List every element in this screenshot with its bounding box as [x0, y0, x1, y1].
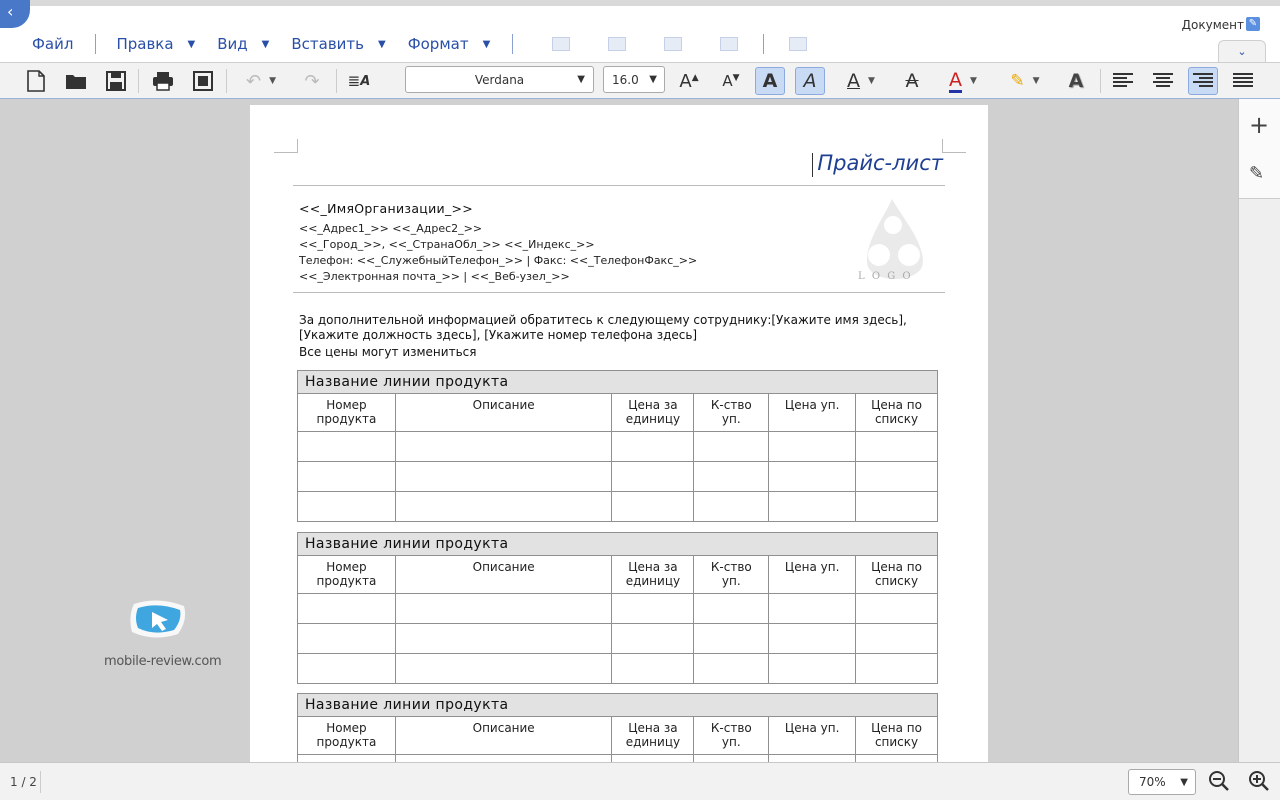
- align-right-icon: [1192, 72, 1214, 90]
- column-header: Номер продукта: [298, 717, 396, 755]
- side-panel-tabs: [1239, 99, 1280, 199]
- chevron-down-icon: ▼: [269, 76, 276, 86]
- font-size-select[interactable]: [603, 66, 665, 93]
- collapse-toolbar-button[interactable]: [1218, 40, 1266, 62]
- table-row[interactable]: [298, 654, 938, 684]
- status-separator: [40, 771, 41, 793]
- main-menu: [32, 32, 826, 56]
- logo-placeholder[interactable]: [854, 197, 938, 287]
- chevron-left-icon: ‹: [7, 2, 14, 21]
- page-counter: 1 / 2: [10, 775, 37, 789]
- chevron-down-icon: ▼: [970, 76, 977, 86]
- column-header: Цена по списку: [856, 394, 938, 432]
- product-line-title[interactable]: Название линии продукта: [298, 694, 938, 717]
- watermark-logo-icon: [128, 598, 188, 640]
- justify-icon: [1232, 72, 1254, 90]
- chevron-down-icon: ⌄: [1237, 45, 1247, 58]
- table-row[interactable]: [298, 624, 938, 654]
- zoom-select[interactable]: [1128, 769, 1196, 795]
- column-header: К-ство уп.: [694, 394, 769, 432]
- italic-button[interactable]: [795, 67, 825, 95]
- status-bar: [0, 762, 1280, 800]
- column-header: Цена за единицу: [612, 717, 694, 755]
- product-line-title[interactable]: Название линии продукта: [298, 533, 938, 556]
- column-header: К-ство уп.: [694, 717, 769, 755]
- column-header: Цена по списку: [856, 717, 938, 755]
- decrease-font-button[interactable]: [716, 67, 746, 95]
- column-header: Цена за единицу: [612, 556, 694, 594]
- document-title[interactable]: Прайс-лист: [817, 151, 943, 175]
- chart-icon: [608, 37, 626, 51]
- font-shrink-icon: A▼: [722, 72, 740, 90]
- chevron-down-icon: ▼: [482, 38, 491, 50]
- highlighter-icon: ✎: [1010, 71, 1025, 91]
- prices-note[interactable]: Все цены могут измениться: [299, 345, 477, 359]
- styles-button[interactable]: [344, 67, 374, 95]
- table-row[interactable]: [298, 462, 938, 492]
- menu-file[interactable]: [32, 35, 73, 53]
- menu-edit-label: Правка: [116, 35, 174, 53]
- new-document-icon: [27, 70, 45, 92]
- toolbar-separator: [138, 69, 139, 93]
- contact-info-line[interactable]: [Укажите должность здесь], [Укажите номер телефона здесь]: [299, 328, 698, 342]
- page-view-button[interactable]: [189, 67, 217, 95]
- print-button[interactable]: [148, 67, 178, 95]
- address-line[interactable]: <<_Адрес1_>> <<_Адрес2_>>: [299, 222, 483, 235]
- menu-separator: [512, 34, 513, 54]
- contact-info-line[interactable]: За дополнительной информацией обратитесь к следующему сотруднику:[Укажите имя здесь],: [299, 313, 907, 327]
- org-name-field[interactable]: <<_ИмяОрганизации_>>: [299, 201, 474, 216]
- table-row[interactable]: [298, 594, 938, 624]
- margin-corner-mark: [274, 139, 298, 153]
- menu-bar: [0, 0, 1280, 62]
- menu-file-label: Файл: [32, 35, 74, 53]
- undo-button[interactable]: [238, 67, 284, 95]
- column-header: Описание: [395, 394, 612, 432]
- increase-font-button[interactable]: [674, 67, 704, 95]
- bold-button[interactable]: [755, 67, 785, 95]
- column-header: Описание: [395, 556, 612, 594]
- table-icon: [552, 37, 570, 51]
- logo-label: L O G O: [858, 271, 913, 282]
- strikethrough-button[interactable]: [897, 67, 927, 95]
- zoom-value: 70%: [1139, 775, 1166, 789]
- document-page[interactable]: [250, 105, 988, 763]
- text-effects-icon: A: [1068, 70, 1084, 92]
- text-effects-button[interactable]: [1061, 67, 1091, 95]
- zoom-in-button[interactable]: [1248, 770, 1270, 797]
- document-label: Документ: [1181, 18, 1244, 32]
- table-header-row: [298, 717, 938, 755]
- toolbar-separator: [1100, 69, 1101, 93]
- chevron-down-icon: ▼: [187, 38, 196, 50]
- column-header: Номер продукта: [298, 394, 396, 432]
- margin-corner-mark: [942, 139, 966, 153]
- zoom-out-button[interactable]: [1208, 770, 1230, 797]
- table-row[interactable]: [298, 432, 938, 462]
- align-left-icon: [1112, 72, 1134, 90]
- font-size-value: 16.0: [612, 72, 639, 87]
- menu-insert[interactable]: [291, 35, 385, 53]
- product-table[interactable]: [297, 370, 938, 522]
- menu-format-label: Формат: [407, 35, 469, 53]
- justify-button[interactable]: [1228, 67, 1258, 95]
- underline-icon: A: [847, 70, 861, 92]
- menu-insert-label: Вставить: [291, 35, 365, 53]
- page-layout-icon: [193, 71, 213, 91]
- column-header: Цена по списку: [856, 556, 938, 594]
- align-center-icon: [1152, 72, 1174, 90]
- underline-button[interactable]: [836, 67, 886, 95]
- column-header: Цена за единицу: [612, 394, 694, 432]
- bold-icon: A: [762, 70, 778, 92]
- insert-quick-icons: [533, 34, 826, 54]
- chevron-down-icon: ▼: [1032, 76, 1040, 86]
- chevron-down-icon: ▼: [577, 74, 585, 85]
- plus-icon[interactable]: +: [1249, 111, 1270, 139]
- column-header: Описание: [395, 717, 612, 755]
- column-header: Номер продукта: [298, 556, 396, 594]
- align-right-button[interactable]: [1188, 67, 1218, 95]
- menu-view-label: Вид: [217, 35, 248, 53]
- menu-edit[interactable]: [116, 35, 195, 53]
- font-family-value: Verdana: [474, 72, 525, 87]
- chevron-down-icon: ▼: [649, 74, 657, 85]
- new-document-button[interactable]: [22, 67, 50, 95]
- header-rule: [293, 292, 945, 293]
- chevron-down-icon: ▼: [378, 38, 386, 50]
- address-line[interactable]: <<_Город_>>, <<_СтранаОбл_>> <<_Индекс_>>: [299, 238, 595, 251]
- pencil-icon[interactable]: ✎: [1249, 163, 1265, 184]
- save-button[interactable]: [102, 67, 130, 95]
- font-color-button[interactable]: [938, 67, 988, 95]
- align-left-button[interactable]: [1108, 67, 1138, 95]
- product-table[interactable]: [297, 532, 938, 684]
- font-grow-icon: A▲: [679, 70, 699, 92]
- text-cursor: [812, 153, 813, 177]
- chevron-down-icon: ▼: [868, 76, 875, 86]
- column-header: Цена уп.: [769, 394, 856, 432]
- textbox-icon: [789, 37, 807, 51]
- table-header-row: [298, 394, 938, 432]
- font-family-select[interactable]: [405, 66, 594, 93]
- zoom-in-icon: [1248, 770, 1270, 792]
- save-icon: [106, 71, 126, 91]
- table-header-row: [298, 556, 938, 594]
- highlight-button[interactable]: [1000, 67, 1050, 95]
- style-a-glyph: A: [360, 73, 371, 89]
- column-header: Цена уп.: [769, 556, 856, 594]
- zoom-out-icon: [1208, 770, 1230, 792]
- printer-icon: [152, 71, 174, 91]
- strikethrough-icon: A: [905, 70, 919, 92]
- align-center-button[interactable]: [1148, 67, 1178, 95]
- side-panel: [1238, 99, 1280, 762]
- undo-icon: ↶: [245, 70, 262, 92]
- menu-separator: [95, 34, 96, 54]
- back-button[interactable]: [0, 0, 30, 28]
- image-icon: [664, 37, 682, 51]
- product-line-title[interactable]: Название линии продукта: [298, 371, 938, 394]
- product-table[interactable]: [297, 693, 938, 763]
- chevron-down-icon: ▼: [261, 38, 270, 50]
- folder-icon: [65, 72, 87, 90]
- menu-separator: [763, 34, 764, 54]
- menu-view[interactable]: [217, 35, 269, 53]
- chevron-down-icon: ▼: [1180, 776, 1188, 788]
- menu-format[interactable]: [408, 35, 491, 53]
- table-row[interactable]: [298, 492, 938, 522]
- address-line[interactable]: <<_Электронная почта_>> | <<_Веб-узел_>>: [299, 270, 570, 283]
- watermark-text: mobile-review.com: [104, 654, 222, 669]
- open-button[interactable]: [62, 67, 90, 95]
- font-color-icon: A: [949, 68, 963, 91]
- toolbar-separator: [226, 69, 227, 93]
- italic-icon: A: [803, 70, 817, 92]
- header-rule: [293, 185, 945, 186]
- shapes-icon: [720, 37, 738, 51]
- column-header: К-ство уп.: [694, 556, 769, 594]
- paragraph-style-icon: ≣: [347, 72, 361, 90]
- redo-button[interactable]: [298, 67, 326, 95]
- toolbar-separator: [336, 69, 337, 93]
- address-line[interactable]: Телефон: <<_СлужебныйТелефон_>> | Факс: <<_ТелефонФакс_>>: [299, 254, 698, 267]
- edit-mode-icon[interactable]: ✎: [1246, 17, 1260, 31]
- redo-icon: ↷: [304, 70, 320, 92]
- column-header: Цена уп.: [769, 717, 856, 755]
